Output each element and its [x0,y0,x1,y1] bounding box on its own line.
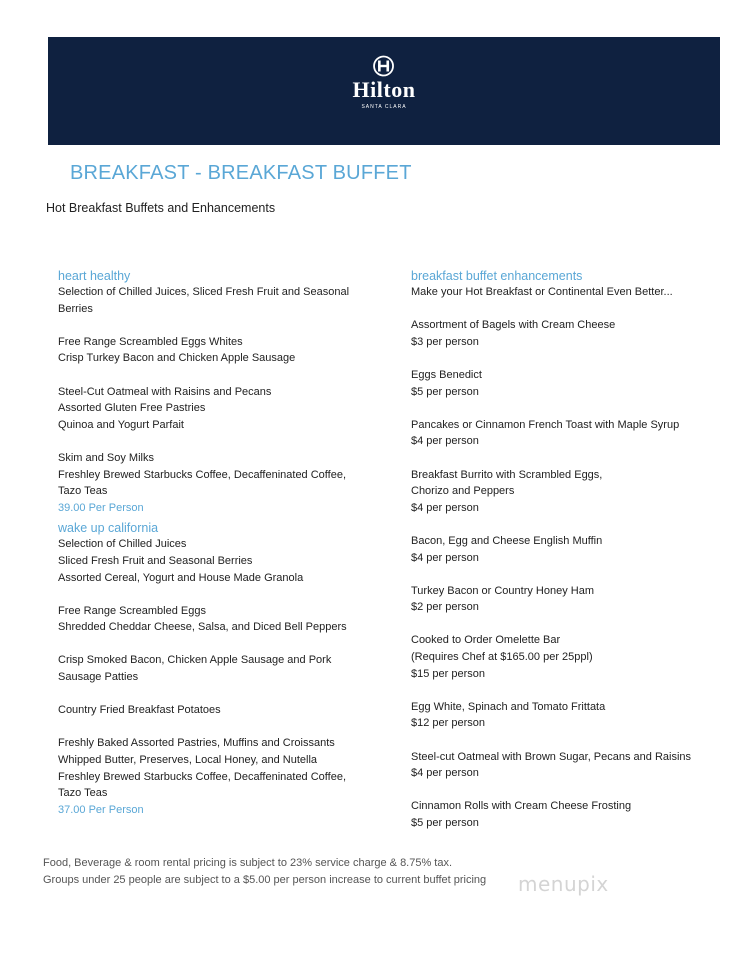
section-title-wake-up-california: wake up california [58,521,159,536]
wake-up-line: Sliced Fresh Fruit and Seasonal Berries [58,554,253,567]
spacer [411,732,711,749]
brand-name: Hilton [352,77,416,102]
spacer [411,350,711,367]
spacer [58,686,378,703]
header-banner [48,37,720,145]
spacer [58,367,378,384]
enhancement-line: Turkey Bacon or Country Honey Ham [411,584,594,597]
wake-up-line: Whipped Butter, Preserves, Local Honey, and Nutella [58,754,318,767]
footer-line: Food, Beverage & room rental pricing is subject to 23% service charge & 8.75% tax. [43,857,453,869]
enhancement-line: $4 per person [411,501,479,514]
enhancement-line: $2 per person [411,601,479,614]
spacer [58,317,378,334]
wake-up-line: Sausage Patties [58,671,139,684]
spacer [58,719,378,736]
enhancement-line: Chorizo and Peppers [411,485,515,498]
enhancement-line: $12 per person [411,717,485,730]
footer-line: Groups under 25 people are subject to a $5.00 per person increase to current buffet pricing [43,874,487,886]
wake-up-line: Tazo Teas [58,787,108,800]
heart-healthy-line: Steel-Cut Oatmeal with Raisins and Pecans [58,385,272,398]
right-column [411,269,711,832]
page-title: BREAKFAST - BREAKFAST BUFFET [70,162,412,184]
heart-healthy-line: Berries [58,302,93,315]
enhancement-line: Cinnamon Rolls with Cream Cheese Frosting [411,800,632,813]
enhancement-line: $5 per person [411,817,479,829]
heart-healthy-line: Freshley Brewed Starbucks Coffee, Decaffeninated Coffee, [58,468,346,481]
heart-healthy-line: Crisp Turkey Bacon and Chicken Apple Sausage [58,352,296,365]
enhancement-line: $3 per person [411,335,479,348]
spacer [58,433,378,450]
left-column [58,269,378,818]
enhancement-line: Bacon, Egg and Cheese English Muffin [411,534,603,547]
heart-healthy-line: Free Range Screambled Eggs Whites [58,335,243,348]
spacer [58,586,378,603]
section-title-enhancements: breakfast buffet enhancements [411,269,583,283]
wake-up-california-items [58,536,378,802]
enhancement-line: $4 per person [411,551,479,564]
heart-healthy-line: Quinoa and Yogurt Parfait [58,418,184,431]
enhancement-line: $15 per person [411,667,485,680]
enhancement-line: Cooked to Order Omelette Bar [411,634,561,647]
section-title-heart-healthy: heart healthy [58,269,131,283]
enhancement-line: $4 per person [411,767,479,780]
wake-up-line: Selection of Chilled Juices [58,538,187,551]
wake-up-line: Assorted Cereal, Yogurt and House Made Granola [58,571,304,584]
wake-up-line: Country Fried Breakfast Potatoes [58,704,221,717]
wake-up-line: Crisp Smoked Bacon, Chicken Apple Sausage and Pork [58,654,332,667]
heart-healthy-items [58,284,378,500]
wake-up-line: Free Range Screambled Eggs [58,604,206,617]
hilton-mark-icon [366,55,402,77]
enhancement-line: Egg White, Spinach and Tomato Frittata [411,700,606,713]
spacer [411,566,711,583]
enhancement-line: $4 per person [411,435,479,448]
heart-healthy-line: Assorted Gluten Free Pastries [58,402,206,415]
enhancement-line: (Requires Chef at $165.00 per 25ppl) [411,651,593,664]
wake-up-line: Shredded Cheddar Cheese, Salsa, and Diced Bell Peppers [58,621,347,634]
spacer [411,400,711,417]
spacer [411,301,711,318]
enhancement-line: Make your Hot Breakfast or Continental Even Better... [411,286,673,298]
heart-healthy-line: Tazo Teas [58,485,108,498]
watermark-logo: menupix [518,872,609,896]
enhancement-line: Breakfast Burrito with Scrambled Eggs, [411,468,603,481]
spacer [411,516,711,533]
enhancement-line: Pancakes or Cinnamon French Toast with Maple Syrup [411,418,680,431]
heart-healthy-line: Skim and Soy Milks [58,451,154,464]
footer-notes [43,855,486,889]
enhancement-line: $5 per person [411,385,479,398]
enhancements-items [411,284,711,832]
heart-healthy-line: Selection of Chilled Juices, Sliced Fresh Fruit and Seasonal [58,286,350,298]
brand-location: SANTA CLARA [361,104,407,110]
hilton-logo [353,55,416,110]
wake-up-line: Freshley Brewed Starbucks Coffee, Decaffeninated Coffee, [58,770,346,783]
spacer [411,782,711,799]
wake-up-line: Freshly Baked Assorted Pastries, Muffins and Croissants [58,737,335,750]
heart-healthy-price: 39.00 Per Person [58,501,144,514]
spacer [411,450,711,467]
page-subtitle: Hot Breakfast Buffets and Enhancements [46,201,276,215]
spacer [411,616,711,633]
wake-up-california-price: 37.00 Per Person [58,803,144,816]
enhancement-line: Steel-cut Oatmeal with Brown Sugar, Pecans and Raisins [411,750,692,763]
enhancement-line: Assortment of Bagels with Cream Cheese [411,319,616,332]
spacer [411,682,711,699]
enhancement-line: Eggs Benedict [411,368,482,381]
spacer [58,636,378,653]
